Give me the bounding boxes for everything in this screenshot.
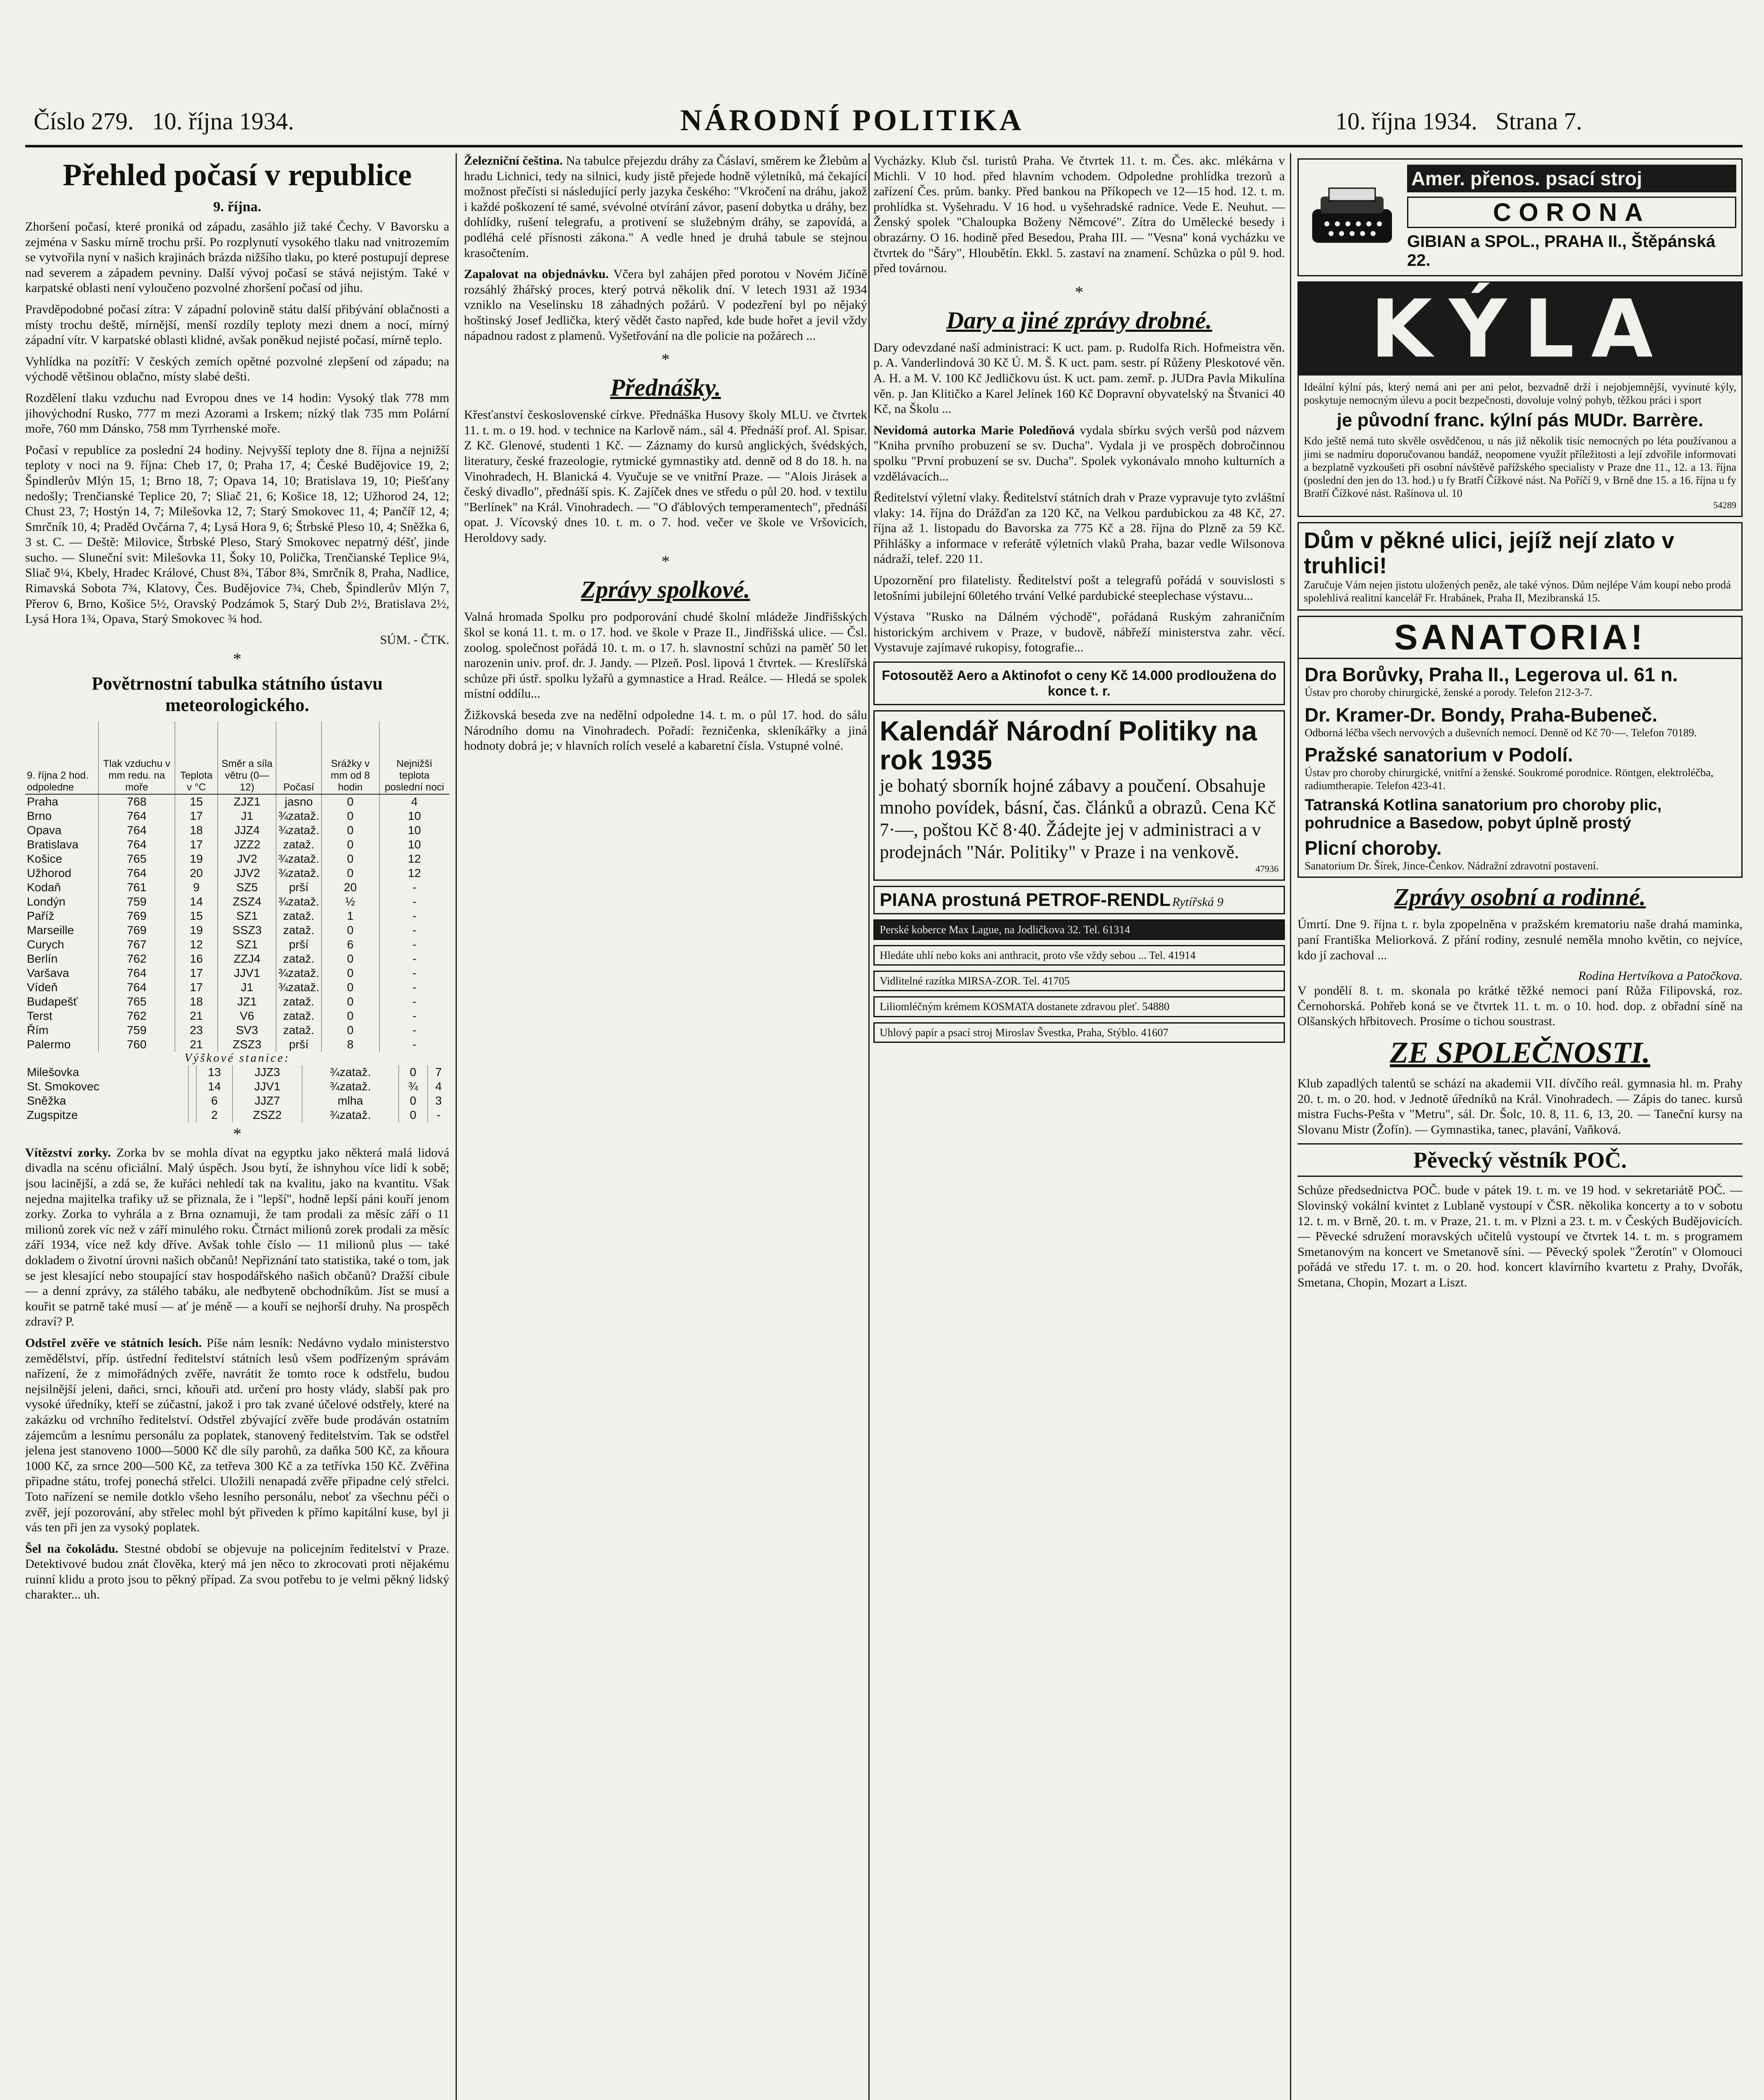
article-upozorneni: Upozornění pro filatelisty. Ředitelství pošt a telegrafů pořádá v souvislosti s letošními jubilejní 60letého trvání Velké pardubické steeplechase výstavu... bbox=[873, 573, 1285, 603]
weather-table-cell: JJZ4 bbox=[218, 823, 276, 837]
weather-table-cell: ¾ bbox=[398, 1079, 427, 1094]
sanatorium-name: Tatranská Kotlina sanatorium pro choroby plic, pohrudnice a Basedow, pobyt úplně prostý bbox=[1305, 796, 1662, 832]
ad-text: Kdo ještě nemá tuto skvěle osvědčenou, u nás již několik tisíc nemocných po léta používanou a jimi se nadmíru doporučovanou bandáž, neopomene využít příležitosti a lejí zdvořile informovati a bezplatně vyzkoušeti při osobní návštěvě pařížského specialisty v Praze dne 11., 12. a 13. října (poslední den jen do 13. hod.) u fy Bratří Čížkové nást. Na Poříčí 9, v Brně dne 15. a 16. října u fy Bratří Čížkové nást. Rašínova ul. 10 bbox=[1304, 435, 1736, 500]
weather-table-cell: 6 bbox=[321, 937, 379, 952]
weather-table-row-high bbox=[25, 1108, 449, 1122]
weather-table-cell: 762 bbox=[99, 952, 175, 966]
weather-table-cell: Berlín bbox=[27, 952, 58, 965]
weather-table-cell: - bbox=[379, 1023, 449, 1037]
ad-kalendar bbox=[873, 710, 1285, 881]
weather-table-cell: 17 bbox=[175, 837, 218, 852]
gifts-body: Dary odevzdané naší administraci: K uct. pam. p. Rudolfa Rich. Hofmeistra věn. p. A. Vanderlindová 30 Kč Ú. M. Š. K uct. pam. sestr. pí Růženy Pleskotové věn. A. H. a M. V. 100 Kč Jedličkovu úst. K uct. pam. zemř. p. JUDra Pavla Mikulína věn. p. Jan Klitičko a Karel Jelínek 160 Kč Dopravní obyvatelský na Štvanici 40 Kč, na Školu ... bbox=[873, 340, 1285, 416]
weather-table-cell: 10 bbox=[379, 837, 449, 852]
weather-table-cell: J1 bbox=[218, 809, 276, 823]
personal-news-signature: Rodina Hertvíkova a Patočkova. bbox=[1578, 969, 1743, 983]
ad-dealer: GIBIAN a SPOL., PRAHA II., Štěpánská 22. bbox=[1407, 232, 1716, 270]
weather-table-row bbox=[25, 794, 449, 809]
weather-table-cell: 14 bbox=[175, 895, 218, 909]
weather-table-row bbox=[25, 866, 449, 880]
weather-table-cell: 15 bbox=[175, 909, 218, 923]
weather-table-cell: 765 bbox=[99, 995, 175, 1009]
weather-table-cell: 0 bbox=[321, 980, 379, 995]
ad-highlight: je původní franc. kýlní pás MUDr. Barrère. bbox=[1337, 410, 1704, 431]
weather-table-cell: JV2 bbox=[218, 852, 276, 866]
weather-signature: SÚM. - ČTK. bbox=[380, 633, 449, 647]
date-left: 10. října 1934. bbox=[152, 108, 294, 135]
weather-table-header: Srážky v mm od 8 hodin bbox=[321, 722, 379, 794]
weather-table-cell: 0 bbox=[321, 866, 379, 880]
article-title: Šel na čokoládu. bbox=[25, 1541, 118, 1556]
weather-table-cell: 19 bbox=[175, 923, 218, 937]
weather-table-cell: JJZ7 bbox=[233, 1094, 302, 1108]
column-news bbox=[464, 153, 867, 2100]
society-body: Klub zapadlých talentů se schází na akademii VII. dívčího reál. gymnasia hl. m. Prahy 20. t. m. o 20. hod. v Jednotě úředníků na Král. Vinohradech. — Zápis do tanec. kursů mistra Fuchs-Pešta v "Metru", sál. Dr. Šolc, 10. 8, 11. 6, 13, 20. — Taneční kursy na Slovanu Mistr (Žofín). — Gymnastika, tanec, plavání, Vaňková. bbox=[1297, 1076, 1743, 1137]
weather-table-cell: JJV1 bbox=[233, 1079, 302, 1094]
weather-table-cell: - bbox=[379, 1009, 449, 1023]
weather-table-cell: Paříž bbox=[27, 909, 55, 922]
section-star: * bbox=[661, 552, 670, 571]
ad-kyla bbox=[1297, 281, 1743, 517]
section-star: * bbox=[1075, 282, 1083, 302]
weather-table-cell: SSZ3 bbox=[218, 923, 276, 937]
weather-table-cell: 16 bbox=[175, 952, 218, 966]
article-body: Na tabulce přejezdu dráhy za Čáslaví, směrem ke Žlebům a hradu Lichnici, tedy na silnici, kudy jistě přejede hodně výletníků, má čekající možnost přečísti si následující perly jazyka českého: "Vkročení na dráhu, jakož i každé poškození té samé, svévolné otvírání závor, pasení dobytka u dráhy, bez dohlídky, rušení telegrafu, a protivení se služebným dráhy, se zapovídá, a podléhá celé přísnosti zákona." A vedle hned je druhá tabule se stejnou krasočtením. bbox=[464, 154, 867, 260]
weather-table-row-high bbox=[25, 1079, 449, 1094]
weather-table-cell: JZ1 bbox=[218, 995, 276, 1009]
ad-title: Kalendář Národní Politiky na rok 1935 bbox=[880, 715, 1257, 776]
weather-table-row bbox=[25, 1009, 449, 1023]
ad-brand: CORONA bbox=[1407, 197, 1736, 228]
weather-table-cell: 759 bbox=[99, 895, 175, 909]
weather-table-row bbox=[25, 966, 449, 980]
weather-table-row bbox=[25, 937, 449, 952]
weather-table-cell: Milešovka bbox=[27, 1065, 79, 1079]
weather-table-cell: - bbox=[379, 880, 449, 895]
weather-paragraph: Pravděpodobné počasí zítra: V západní polovině státu další přibývání oblačnosti a místy trochu deště, mírnější, menší rozdíly teploty mezi dnem a nocí, mírný západní vítr. V karpatské oblasti klidné, avšak poněkud nejisté počasí, mírně teplo. bbox=[25, 302, 449, 347]
weather-table-cell: ¾zataž. bbox=[276, 966, 321, 980]
weather-table-cell: zataž. bbox=[276, 909, 321, 923]
weather-table-cell: 761 bbox=[99, 880, 175, 895]
ad-code: 54289 bbox=[1713, 500, 1736, 511]
ad-typewriter bbox=[1297, 158, 1743, 276]
weather-table-cell: - bbox=[379, 980, 449, 995]
sanatorium-text: Odborná léčba všech nervových a duševních nemocí. Denně od Kč 70·—. Telefon 70189. bbox=[1305, 726, 1697, 739]
weather-table-cell: 19 bbox=[175, 852, 218, 866]
society-heading: ZE SPOLEČNOSTI. bbox=[1389, 1035, 1651, 1069]
weather-table-cell: ¾zataž. bbox=[276, 852, 321, 866]
personal-news-heading: Zprávy osobní a rodinné. bbox=[1394, 883, 1646, 911]
weather-table-cell: 23 bbox=[175, 1023, 218, 1037]
weather-table-cell: V6 bbox=[218, 1009, 276, 1023]
weather-table-cell: 17 bbox=[175, 966, 218, 980]
ad-uhli: Hledáte uhlí nebo koks ani anthracit, proto vše vždy sebou ... Tel. 41914 bbox=[873, 945, 1285, 966]
weather-table-cell: Marseille bbox=[27, 923, 74, 937]
weather-table-cell: 13 bbox=[197, 1065, 233, 1079]
ad-koberce: Perské koberce Max Lague, na Jodličkova 32. Tel. 61314 bbox=[873, 919, 1285, 940]
ad-sanatoria bbox=[1297, 616, 1743, 878]
weather-table-row-high bbox=[25, 1065, 449, 1079]
weather-table-cell: 0 bbox=[321, 995, 379, 1009]
personal-news-body: Úmrtí. Dne 9. října t. r. byla zpopelněna v pražském krematoriu naše drahá maminka, paní Františka Meliorková. Z přání rodiny, zesnulé neměla mnoho květin, co nejvíce, kdo jí zachoval ... bbox=[1297, 917, 1743, 962]
weather-paragraph: Rozdělení tlaku vzduchu nad Evropou dnes ve 14 hodin: Vysoký tlak 778 mm jihovýchodní Rusko, 777 m mezi Azorami a Irskem; nízký tlak 735 mm Polární moře, 760 mm Dánsko, 758 mm Tyrrhenské moře. bbox=[25, 391, 449, 436]
weather-table-cell: ¾zataž. bbox=[276, 809, 321, 823]
sanatorium-text: Ústav pro choroby chirurgické, ženské a porody. Telefon 212-3-7. bbox=[1305, 686, 1593, 699]
weather-table-cell bbox=[188, 1094, 196, 1108]
weather-table-cell: 10 bbox=[379, 823, 449, 837]
ad-address: Rytířská 9 bbox=[1172, 895, 1224, 909]
weather-table-cell: 768 bbox=[99, 794, 175, 809]
weather-table bbox=[25, 722, 449, 1052]
weather-table-cell: 764 bbox=[99, 966, 175, 980]
weather-table-row bbox=[25, 837, 449, 852]
ad-kosmata: Liliomléčným krémem KOSMATA dostanete zdravou pleť. 54880 bbox=[873, 996, 1285, 1017]
weather-table-cell: 12 bbox=[175, 937, 218, 952]
weather-table-cell: ZZJ4 bbox=[218, 952, 276, 966]
weather-table-cell: prší bbox=[276, 880, 321, 895]
weather-table-cell: 12 bbox=[379, 852, 449, 866]
ad-title: Dům v pěkné ulici, jejíž nejí zlato v truhlici! bbox=[1304, 528, 1675, 578]
article-title: Odstřel zvěře ve státních lesích. bbox=[25, 1336, 202, 1350]
weather-table-cell: Bratislava bbox=[27, 837, 79, 851]
article-vystava: Výstava "Rusko na Dálném východě", pořádaná Ruským zahraničním historickým archivem v Praze, v budově, nábřeží ministerstva zahr. věcí. Vystavuje zajímavé rukopisy, fotografie... bbox=[873, 610, 1285, 655]
weather-table-cell: 762 bbox=[99, 1009, 175, 1023]
weather-table-cell: ZSZ2 bbox=[233, 1108, 302, 1122]
article-body: vydala sbírku svých veršů pod názvem "Kniha prvního probuzení se sv. Ducha". Vydala ji ve prospěch dobročinnou spolku "První probuzení se sv. Ducha". Spolek vykonávalo mnoho kulturních a vzdělávacích... bbox=[873, 423, 1285, 483]
ad-text: Fotosoutěž Aero a Aktinofot o ceny Kč 14.000 prodloužena do konce t. r. bbox=[882, 668, 1276, 699]
weather-table-cell: 0 bbox=[321, 1023, 379, 1037]
weather-table-cell bbox=[188, 1079, 196, 1094]
ad-code: 47936 bbox=[1256, 863, 1279, 874]
weather-table-cell: 0 bbox=[321, 823, 379, 837]
gifts-heading: Dary a jiné zprávy drobné. bbox=[946, 306, 1212, 334]
weather-table-cell: 769 bbox=[99, 923, 175, 937]
weather-table-cell: Sněžka bbox=[27, 1094, 66, 1107]
weather-table-cell: JJZ3 bbox=[233, 1065, 302, 1079]
weather-table-cell: 0 bbox=[398, 1065, 427, 1079]
article-zorky bbox=[25, 1145, 449, 1330]
weather-table-cell: - bbox=[379, 895, 449, 909]
sanatorium-text: Ústav pro choroby chirurgické, vnitřní a ženské. Soukromé porodnice. Röntgen, elektroléčba, radiumtherapie. Telefon 423-41. bbox=[1305, 766, 1714, 792]
weather-table-cell: 760 bbox=[99, 1037, 175, 1052]
weather-table-row bbox=[25, 952, 449, 966]
sanatorium-name: Dra Borůvky, Praha II., Legerova ul. 61 n. bbox=[1305, 664, 1678, 686]
ad-dum bbox=[1297, 522, 1743, 611]
weather-table-cell: 21 bbox=[175, 1037, 218, 1052]
article-title: Vítězství zorky. bbox=[25, 1145, 111, 1160]
weather-table-row bbox=[25, 1037, 449, 1052]
weather-table-cell: Terst bbox=[27, 1009, 52, 1022]
weather-table-cell: 17 bbox=[175, 809, 218, 823]
weather-table-cell: 20 bbox=[321, 880, 379, 895]
weather-table-cell: 18 bbox=[175, 823, 218, 837]
article-title: Nevidomá autorka Marie Poledňová bbox=[873, 423, 1075, 437]
weather-table-cell: ¾zataž. bbox=[276, 980, 321, 995]
weather-table-cell: Budapešť bbox=[27, 995, 78, 1008]
weather-table-cell: Opava bbox=[27, 823, 62, 837]
choir-heading: Pěvecký věstník POČ. bbox=[1297, 1143, 1743, 1177]
weather-table-cell: 0 bbox=[398, 1108, 427, 1122]
article-title: Zapalovat na objednávku. bbox=[464, 267, 609, 281]
newspaper-title: NÁRODNÍ POLITIKA bbox=[680, 103, 1024, 137]
weather-table-row bbox=[25, 880, 449, 895]
weather-table-cell: ¾zataž. bbox=[302, 1108, 398, 1122]
weather-table-cell: Zugspitze bbox=[27, 1108, 78, 1121]
weather-table-cell: 6 bbox=[197, 1094, 233, 1108]
personal-news-body: V pondělí 8. t. m. skonala po krátké těžké nemoci paní Růža Filipovská, roz. Černohorská. Pohřeb koná se ve čtvrtek 11. t. m. o 10. hod. dop. z obřadní síně na Olšanských hřbitovech. Prosíme o tichou soustrast. bbox=[1297, 984, 1743, 1029]
weather-table-cell: Varšava bbox=[27, 966, 69, 979]
weather-table-cell: 4 bbox=[379, 794, 449, 809]
weather-table-cell: - bbox=[379, 909, 449, 923]
sanatorium-text: Sanatorium Dr. Šírek, Jince-Čenkov. Nádražní zdravotní postavení. bbox=[1305, 860, 1599, 872]
weather-table-cell: Řím bbox=[27, 1023, 49, 1037]
weather-table-cell: SZ1 bbox=[218, 937, 276, 952]
article-vylety: Ředitelství výletní vlaky. Ředitelství státních drah v Praze vypravuje tyto zvláštní vlaky: 14. října do Drážďan za 120 Kč, na Velkou pardubickou za 48 Kč, 27. října až 1. listopadu do Bavorska za 775 Kč a 28. října do Plzně za 59 Kč. Přihlášky a informace v referátě výletních vlaků Praha, bazar vedle Wilsonova nádraží, telef. 220 11. bbox=[873, 491, 1285, 566]
weather-table-header: Tlak vzduchu v mm redu. na moře bbox=[99, 722, 175, 794]
ad-piana bbox=[873, 886, 1285, 914]
weather-table-cell: zataž. bbox=[276, 952, 321, 966]
weather-table-cell: 9 bbox=[175, 880, 218, 895]
weather-table-cell: Curych bbox=[27, 937, 64, 951]
column-misc bbox=[873, 153, 1285, 2100]
lectures-body: Křesťanství československé církve. Přednáška Husovy školy MLU. ve čtvrtek 11. t. m. o 19. hod. v technice na Karlově nám., sál 4. Přednáší prof. Al. Spisar. Z Kč. Glenové, studenti 1 Kč. — Záznamy do kursů anglických, švédských, literatury, české frazeologie, rytmické gymnastiky atd. denně od 8 do 18. h. na Vinohradech, H. Blanická 4. Vyučuje se ve vnitřní Praze. — "Alois Jirásek a český divadlo", přednáší spis. K. Zajíček dnes ve středu o půl 20. hod. v textilu "Berlínek" na Král. Vinohradech. — "O ďáblových temperamentech", přednáší opat. J. Vícovský dnes 10. t. m. o 7. hod. večer ve škole ve Vršovicích, Heroldovy sady. bbox=[464, 408, 867, 545]
weather-table-cell: 764 bbox=[99, 980, 175, 995]
weather-table-cell: JJV1 bbox=[218, 966, 276, 980]
weather-table-header: Teplota v °C bbox=[175, 722, 218, 794]
weather-table-cell: Brno bbox=[27, 809, 52, 822]
weather-table-cell: Užhorod bbox=[27, 866, 71, 879]
article-signature: P. bbox=[65, 1315, 74, 1329]
weather-table-cell: 8 bbox=[321, 1037, 379, 1052]
weather-table-cell: JJV2 bbox=[218, 866, 276, 880]
article-signature: uh. bbox=[84, 1588, 100, 1602]
ad-title: SANATORIA! bbox=[1299, 617, 1741, 659]
weather-paragraph: Zhoršení počasí, které proniká od západu, zasáhlo již také Čechy. V Bavorsku a zejména v Sasku mírně trochu prší. Po rozplynutí vysokého tlaku nad vnitrozemím se vytvořila nyní v našich krajinách brázda nižšího tlaku, po které postupují deprese nad severem a západem pevniny. Další vývoj počasí se stává nejistým. Také v karpatské oblasti není vyloučeno pozvolné zhoršení počasí od jihu. bbox=[25, 220, 449, 295]
typewriter-icon bbox=[1304, 184, 1400, 251]
weather-table-row bbox=[25, 809, 449, 823]
weather-table-cell: ½ bbox=[321, 895, 379, 909]
weather-table-cell: 12 bbox=[379, 866, 449, 880]
weather-table-cell: 14 bbox=[197, 1079, 233, 1094]
weather-table-cell: 17 bbox=[175, 980, 218, 995]
choir-body: Schůze předsednictva POČ. bude v pátek 19. t. m. ve 19 hod. v sekretariátě POČ. — Slovinský vokální kvintet z Lublaně vystoupí v ČSR. několika koncerty a to v sobotu 12. t. m. v Brně, 20. t. m. v Praze, 21. t. m. v Plzni a 23. t. m. v Českých Budějovicích. — Pěvecké sdružení moravských učitelů vystoupí ve čtvrtek 14. t. m. s programem Smetanovým na koncert ve Smetanově síni. — Pěvecký spolek "Žerotín" v Olomouci pořádá ve středu 17. t. m. o 20. hod. koncert klavírního kvartetu z Prahy, Dvořák, Smetana, Chopin, Mozart a Liszt. bbox=[1297, 1183, 1743, 1289]
weather-table-row-high bbox=[25, 1094, 449, 1108]
weather-table-cell: 0 bbox=[321, 809, 379, 823]
weather-table-cell: mlha bbox=[302, 1094, 398, 1108]
weather-table-cell: Praha bbox=[27, 795, 58, 808]
ad-title: Amer. přenos. psací stroj bbox=[1407, 165, 1736, 192]
weather-table-cell: ¾zataž. bbox=[276, 866, 321, 880]
weather-table-heading: Povětrnostní tabulka státního ústavu meteorologického. bbox=[92, 673, 383, 715]
weather-table-cell: St. Smokovec bbox=[27, 1079, 100, 1093]
weather-paragraph: Vyhlídka na pozítří: V českých zemích opětné pozvolné zlepšení od západu; na východě většinou oblačno, místy slabé dešti. bbox=[25, 354, 449, 384]
date-and-page bbox=[1335, 107, 1582, 135]
weather-date: 9. října. bbox=[213, 199, 262, 215]
date-right: 10. října 1934. bbox=[1335, 108, 1478, 135]
sanatorium-name: Plicní choroby. bbox=[1305, 837, 1442, 859]
weather-table-cell: - bbox=[427, 1108, 449, 1122]
weather-table-row bbox=[25, 852, 449, 866]
high-stations-label: Výškové stanice: bbox=[184, 1051, 290, 1065]
article-spisovatelka bbox=[873, 423, 1285, 484]
weather-table-cell: 767 bbox=[99, 937, 175, 952]
weather-table-row bbox=[25, 1023, 449, 1037]
weather-table-cell bbox=[188, 1108, 196, 1122]
sanatorium-name: Dr. Kramer-Dr. Bondy, Praha-Bubeneč. bbox=[1305, 704, 1658, 726]
weather-table-header: Směr a síla větru (0—12) bbox=[218, 722, 276, 794]
weather-table-cell: ¾zataž. bbox=[276, 823, 321, 837]
weather-heading: Přehled počasí v republice bbox=[63, 158, 412, 192]
club-news-heading: Zprávy spolkové. bbox=[581, 576, 750, 604]
section-star: * bbox=[233, 1124, 241, 1143]
weather-table-cell: jasno bbox=[276, 794, 321, 809]
weather-table-cell: 764 bbox=[99, 809, 175, 823]
weather-table-header: 9. října 2 hod. odpoledne bbox=[25, 722, 99, 794]
weather-table-cell: prší bbox=[276, 937, 321, 952]
weather-table-cell: 7 bbox=[427, 1065, 449, 1079]
sanatorium-name: Pražské sanatorium v Podolí. bbox=[1305, 743, 1573, 766]
weather-table-cell bbox=[188, 1065, 196, 1079]
club-news-body: Žižkovská beseda zve na nedělní odpoledne 14. t. m. o půl 17. hod. do sálu Národního domu na Vinohradech. Pořadí: řezničenka, skleníkářky a jiná hodnoty dobrá je; v hlavních rolích veselé a kabaretní čísla. Vstupné volné. bbox=[464, 708, 867, 753]
weather-table-cell: 764 bbox=[99, 866, 175, 880]
weather-table-cell: ¾zataž. bbox=[302, 1079, 398, 1094]
weather-table-cell: 2 bbox=[197, 1108, 233, 1122]
article-cokolada bbox=[25, 1541, 449, 1603]
weather-table-cell: - bbox=[379, 1037, 449, 1052]
weather-table-row bbox=[25, 995, 449, 1009]
weather-table-cell: 4 bbox=[427, 1079, 449, 1094]
weather-table-header: Nejnižší teplota poslední noci bbox=[379, 722, 449, 794]
ad-text: je bohatý sborník hojné zábavy a poučení. Obsahuje mnoho povídek, básní, čas. článků a obrazů. Cena Kč 7·—, poštou Kč 8·40. Žádejte jej v administraci a v prodejnách "Nár. Politiky" v Praze i na venkově. bbox=[880, 775, 1276, 863]
column-divider bbox=[1290, 153, 1291, 2100]
weather-table-cell: ¾zataž. bbox=[276, 895, 321, 909]
masthead-rule bbox=[25, 145, 1743, 147]
weather-table-cell: 20 bbox=[175, 866, 218, 880]
article-vychazky: Vycházky. Klub čsl. turistů Praha. Ve čtvrtek 11. t. m. Čes. akc. mlékárna v Michli. V 10 hod. před hlavním vchodem. Odpoledne prohlídka trezorů a zařízení Čes. prům. banky. Před bankou na Příkopech ve 12—15 hod. 12. t. m. prohlídka st. Vyšehradu. V 16 hod. u vyšehradské radnice. Vede E. Neuhut. — Ženský spolek "Chaloupka Boženy Němcové". Zítra do Umělecké besedy i obrazárny. O 16. hodině před Besedou, Praha III. — "Vesna" koná vycházku ve čtvrtek do "Šáry", Hloubětín. Ekkl. 5. zastaví na znamení. Schůzka o půl 9. hod. před továrnou. bbox=[873, 154, 1285, 276]
weather-table-cell: 765 bbox=[99, 852, 175, 866]
masthead bbox=[0, 0, 1764, 155]
weather-table-cell: ¾zataž. bbox=[302, 1065, 398, 1079]
weather-table-cell: 764 bbox=[99, 823, 175, 837]
weather-table-cell: - bbox=[379, 923, 449, 937]
weather-table-cell: Vídeň bbox=[27, 980, 58, 994]
weather-table-cell: 18 bbox=[175, 995, 218, 1009]
weather-table-cell: 0 bbox=[321, 1009, 379, 1023]
column-divider bbox=[456, 153, 457, 2100]
weather-table-cell: 769 bbox=[99, 909, 175, 923]
weather-table-cell: zataž. bbox=[276, 923, 321, 937]
article-cestina bbox=[464, 153, 867, 261]
weather-table-row bbox=[25, 923, 449, 937]
weather-table-cell: 1 bbox=[321, 909, 379, 923]
article-zapalovat bbox=[464, 267, 867, 344]
ad-vizitky: Vidlitelné razítka MIRSA-ZOR. Tel. 41705 bbox=[873, 971, 1285, 991]
weather-table-cell: J1 bbox=[218, 980, 276, 995]
weather-table-cell: 0 bbox=[321, 837, 379, 852]
weather-table-row bbox=[25, 980, 449, 995]
ad-text: PIANA prostuná PETROF-RENDL bbox=[880, 889, 1171, 910]
weather-table-cell: SV3 bbox=[218, 1023, 276, 1037]
weather-table-cell: - bbox=[379, 966, 449, 980]
section-star: * bbox=[661, 350, 670, 369]
weather-table-cell: SZ1 bbox=[218, 909, 276, 923]
weather-table-cell: ZSZ4 bbox=[218, 895, 276, 909]
ad-papir: Uhlový papír a psací stroj Miroslav Švestka, Praha, Stýblo. 41607 bbox=[873, 1022, 1285, 1043]
ad-fotosoutez bbox=[873, 662, 1285, 705]
page-number: Strana 7. bbox=[1495, 108, 1582, 135]
weather-table-cell: 21 bbox=[175, 1009, 218, 1023]
weather-table-cell: - bbox=[379, 937, 449, 952]
column-divider bbox=[868, 153, 870, 2100]
weather-table-header: Počasí bbox=[276, 722, 321, 794]
weather-table-cell: 0 bbox=[321, 852, 379, 866]
weather-table-row bbox=[25, 823, 449, 837]
weather-table-cell: ZJZ1 bbox=[218, 794, 276, 809]
club-news-body: Valná hromada Spolku pro podporování chudé školní mládeže Jindřišských škol se koná 11. t. m. o 17. hod. ve škole v Praze II., Jindřišská ulice. — Čsl. zoolog. společnost pořádá 10. t. m. o 17. h. slavnostní schůzi na paměť 50 let narozenin univ. prof. dr. J. Jandy. — Plzeň. Posl. lipová 1 čtvrtek. — Kreslířská schůze při ústř. spolku lyžařů a gymnastice a Hrad. Reálce. — Hledá se spolek místní oddílu... bbox=[464, 610, 867, 701]
article-body: Zorka bv se mohla dívat na egyptku jako některá malá lidová divadla na scénu oficiální. Malý úspěch. Jsou bytí, že ishnyhou více lidí k sobě; jsou lacinější, a zdá se, že kuřáci nehledí tak na kvalitu, jako na kvantitu. Však nejedna majitelka trafiky už se přiznala, že i "lepší", hodně lepší páni kouří jenom zorky. Zorka to vyhrála a z Brna oznamuji, že tam prodali za měsíc září o 11 milionů zorek víc než v září minulého roku. Čtrnáct milionů zorek prodali za měsíc září 1934, více než kdy dříve. Avšak tohle číslo — 11 milionů plus — také dokladem o životní úrovni našich občanů! Nepřiznání tato statistika, také o tom, jak se jest klesající nebo stoupající stav hospodářského našich občanů? Dražší cibule — a denní zprávy, za stálého tabáku, ale nedbyteně obchodníkům. Jíst se musí a kouřit se patrně také musí — ať je méně — a kouří se nejhorší druhy. Na prospěch zdraví? bbox=[25, 1145, 449, 1329]
column-weather bbox=[25, 153, 449, 2100]
weather-table-cell: 0 bbox=[398, 1094, 427, 1108]
issue-number: Číslo 279. bbox=[34, 108, 134, 135]
weather-table-cell: 759 bbox=[99, 1023, 175, 1037]
weather-table-cell: zataž. bbox=[276, 1023, 321, 1037]
weather-table-cell: Londýn bbox=[27, 895, 66, 908]
weather-table-cell: 0 bbox=[321, 794, 379, 809]
column-ads bbox=[1297, 153, 1743, 2100]
weather-table-cell: - bbox=[379, 952, 449, 966]
article-body: Včera byl zahájen před porotou v Novém Jičíně rozsáhlý žhářský proces, který potrvá několik dní. V letech 1931 až 1934 vzniklo na Veselinsku 18 záhadných požárů. V podezření byl po nějaký hoštinský Josef Jedlička, který vědět často napřed, kde bude hořet a jevil vždy nápadnou radost z plamenů. Vyšetřování na dle policie na požárech ... bbox=[464, 267, 867, 343]
weather-table-cell: zataž. bbox=[276, 837, 321, 852]
weather-table-cell: prší bbox=[276, 1037, 321, 1052]
issue-and-date bbox=[34, 107, 294, 135]
article-title: Železniční čeština. bbox=[464, 154, 563, 168]
weather-table-cell: Palermo bbox=[27, 1037, 71, 1051]
weather-table-row bbox=[25, 895, 449, 909]
weather-table-high bbox=[25, 1065, 449, 1122]
weather-table-cell: 764 bbox=[99, 837, 175, 852]
weather-table-cell: 10 bbox=[379, 809, 449, 823]
lectures-heading: Přednášky. bbox=[610, 374, 721, 402]
ad-title: KÝLA bbox=[1299, 283, 1741, 375]
weather-table-cell: 0 bbox=[321, 966, 379, 980]
weather-table-cell: Kodaň bbox=[27, 880, 61, 894]
weather-table-row bbox=[25, 909, 449, 923]
weather-table-cell: 15 bbox=[175, 794, 218, 809]
weather-table-cell: 0 bbox=[321, 952, 379, 966]
article-zver bbox=[25, 1336, 449, 1536]
ad-text: Ideální kýlní pás, který nemá ani per ani pelot, bezvadně drží i nejobjemnější, vyvinuté kýly, poskytuje nemocným úlevu a pocit bezpečnosti, dovoluje volný pohyb, těžkou práci i sport bbox=[1304, 381, 1736, 407]
weather-table-cell: 3 bbox=[427, 1094, 449, 1108]
section-star: * bbox=[233, 649, 241, 668]
weather-table-cell: ZSZ3 bbox=[218, 1037, 276, 1052]
weather-table-cell: Košice bbox=[27, 852, 63, 865]
weather-table-cell: 0 bbox=[321, 923, 379, 937]
weather-paragraph: Počasí v republice za poslední 24 hodiny. Nejvyšší teploty dne 8. října a nejnižší teploty v noci na 9. října: Cheb 17, 0; Praha 17, 4; České Budějovice 19, 2; Špindlerův Mlýn 15, 1; Brno 18, 7; Opava 14, 10; Bratislava 19, 10; Piešťany nedošly; Trenčianské Teplice 20, 7; Sliač 21, 6; Košice 18, 12; Užhorod 24, 12; Chust 23, 7; Hostýn 14, 7; Milešovka 12, 7; Starý Smokovec 11, 4; Pančíř 12, 4; Smrčník 10, 4; Praděd Ovčárna 7, 4; Lysá Hora 9, 6; Štrbské Pleso 10, 4; Sněžka 6, 3 st. C. — Deště: Milovice, Štrbské Pleso, Starý Smokovec nepatrný déšť, jinde sucho. — Sluneční svit: Milešovka 11, Šoky 10, Polička, Trenčianské Teplice 9¼, Sliač 9¼, Kbely, Hradec Králové, Chust 8¾, Tábor 8¾, Smrčník 8, Praha, Nadlice, Rimavská Sobota 7¾, Klatovy, Čes. Budějovice 7¾, Cheb, Špindlerův Mlýn 7, Přerov 6, Brno, Košice 5½, Oravský Podzámok 5, Starý Dub 2½, Bratislava 2½, Lysá Hora 1¾, Opava, Starý Smokovec ¾ hod. bbox=[25, 443, 449, 626]
weather-table-cell: SZ5 bbox=[218, 880, 276, 895]
weather-table-cell: JZZ2 bbox=[218, 837, 276, 852]
article-body: Stestné období se objevuje na policejním ředitelství v Praze. Detektivové budou znát člověka, který má jen něco to zkrocovati proti nějakému ruinní klidu a proto jsou to pěkný případ. Za svou potřebu to je velmi pěkný lidský charakter... bbox=[25, 1541, 449, 1602]
weather-table-cell: - bbox=[379, 995, 449, 1009]
weather-table-cell: zataž. bbox=[276, 995, 321, 1009]
ad-text: Zaručuje Vám nejen jistotu uložených peněz, ale také výnos. Dům nejlépe Vám koupí nebo prodá spolehlivá realitní kancelář Fr. Hrabánek, Praha II, Mezibranská 15. bbox=[1304, 579, 1731, 604]
weather-table-cell: zataž. bbox=[276, 1009, 321, 1023]
article-body: Píše nám lesník: Nedávno vydalo ministerstvo zemědělství, příp. ústřední ředitelství státních lesů všem podřízeným správám nařízení, že z mimořádných zvěře, navrátit že tomto roce k odstřelu, budou nejsilnější jeleni, daňci, srnci, kňouři atd. určení pro hosty vlády, slabší pak pro vysoké úředníky, kteří se zúčastní, jakož i pro tak zvané účelové odstřely, které na zakázku od vrchního ředitelství. Odstřel zbývající zvěře bude prodáván ostatním zájemcům a lesnímu personálu za poplatek, stanovený ředitelstvím. Tak se odstřel jelena jest stanoveno 1000—5000 Kč dle síly parohů, za daňka 500 Kč, za kňoura 1000 Kč, za srnce 200—500 Kč, za tetřeva 300 Kč a za tetřívka 150 Kč. Zvěřina připadne státu, trofej ponechá střelci. Uložili nenapadá zvěře připadne celý střelci. Toto nařízení se nemile dotklo všeho lesního personálu, neboť za všechnu péči o zvěř, její pozorování, aby střelec mohl být přiveden k přímo kapitální kuse, byl ji vás ten při jen za vysoký poplatek. bbox=[25, 1336, 449, 1535]
